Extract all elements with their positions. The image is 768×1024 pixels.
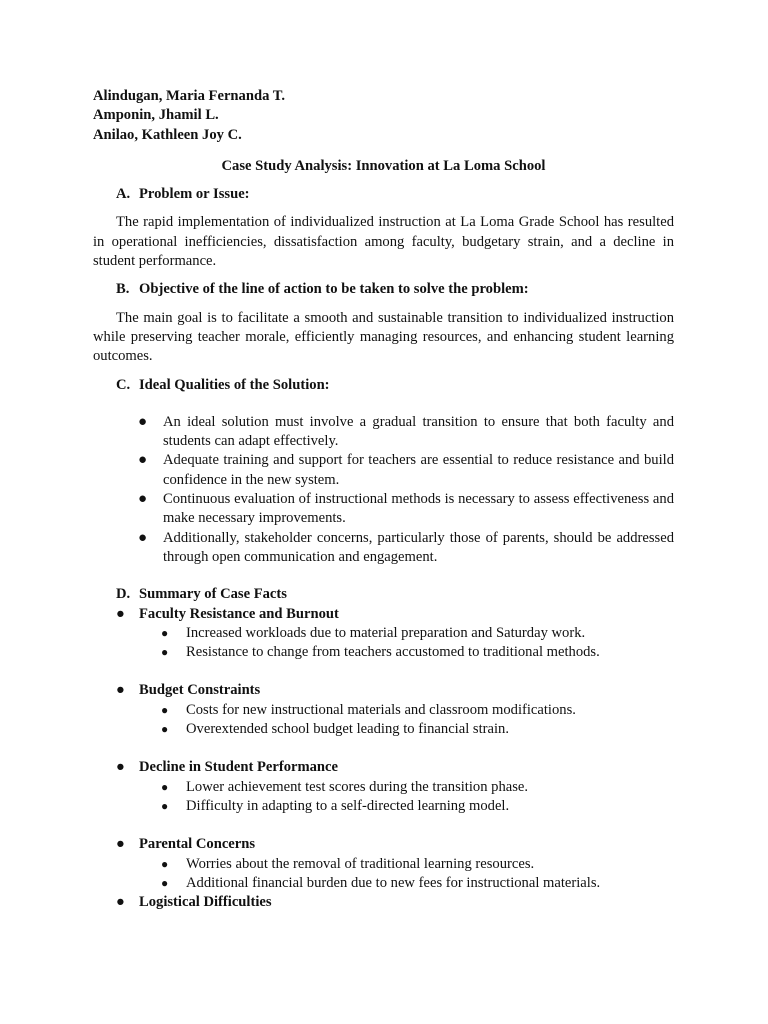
- fact-group-title: ● Parental Concerns: [116, 835, 674, 854]
- section-letter: D.: [116, 586, 131, 603]
- bullet-icon: ●: [161, 645, 169, 660]
- spacer: [93, 816, 674, 835]
- fact-group-title: ● Logistical Difficulties: [116, 893, 674, 912]
- bullet-icon: ●: [161, 702, 169, 717]
- fact-list: [161, 778, 674, 817]
- author-name: Anilao, Kathleen Joy C.: [93, 126, 242, 143]
- author-name: Amponin, Jhamil L.: [93, 107, 219, 124]
- bullet-icon: ●: [116, 682, 125, 699]
- list-item: ● Overextended school budget leading to financial strain.: [186, 720, 674, 739]
- fact-group: [116, 758, 674, 816]
- list-item: ● Additionally, stakeholder concerns, particularly those of parents, should be addressed through open communication and engagement.: [138, 529, 674, 565]
- bullet-icon: ●: [116, 836, 125, 853]
- bullet-icon: ●: [161, 722, 169, 737]
- fact-list: [161, 624, 674, 663]
- list-item: ● Additional financial burden due to new fees for instructional materials.: [186, 874, 674, 893]
- section-a-heading: [116, 185, 674, 204]
- bullet-icon: ●: [161, 856, 169, 871]
- author-list: [93, 87, 674, 145]
- section-letter: C.: [116, 376, 131, 393]
- fact-group: [116, 605, 674, 663]
- fact-group-title: ● Decline in Student Performance: [116, 758, 674, 777]
- fact-group: [116, 835, 674, 893]
- list-item: ● Resistance to change from teachers accustomed to traditional methods.: [186, 643, 674, 662]
- fact-group: [116, 681, 674, 739]
- author-name: Alindugan, Maria Fernanda T.: [93, 88, 286, 104]
- fact-list: [161, 701, 674, 740]
- bullet-icon: ●: [116, 605, 125, 622]
- bullet-icon: ●: [138, 491, 148, 508]
- list-item: ● Continuous evaluation of instructional methods is necessary to assess effectiveness and make necessary improvements.: [138, 491, 674, 527]
- spacer: [93, 739, 674, 758]
- bullet-icon: ●: [138, 413, 148, 430]
- section-letter: A.: [116, 186, 131, 203]
- bullet-icon: ●: [161, 798, 169, 813]
- list-item: ● Lower achievement test scores during the transition phase.: [186, 778, 674, 797]
- fact-list: [161, 855, 674, 894]
- document-page: [93, 87, 674, 912]
- list-item: ● An ideal solution must involve a gradual transition to ensure that both faculty and students can adapt effectively.: [138, 413, 674, 450]
- bullet-icon: ●: [161, 875, 169, 890]
- section-a-text: The rapid implementation of individualized instruction at La Loma Grade School has resulted in operational inefficiencies, dissatisfaction among faculty, budgetary strain, and a decline in student performance.: [93, 214, 674, 270]
- section-d-heading: [116, 585, 674, 604]
- list-item: ● Adequate training and support for teachers are essential to reduce resistance and build confidence in the new system.: [138, 452, 674, 488]
- bullet-icon: ●: [161, 779, 169, 794]
- section-heading-text: Objective of the line of action to be taken to solve the problem:: [139, 281, 529, 298]
- document-title: Case Study Analysis: Innovation at La Loma School: [221, 157, 546, 174]
- list-item: ● Costs for new instructional materials and classroom modifications.: [186, 701, 674, 720]
- bullet-icon: ●: [116, 894, 125, 911]
- spacer: [93, 662, 674, 681]
- section-heading-text: Problem or Issue:: [139, 186, 250, 203]
- fact-group-title: ● Budget Constraints: [116, 681, 674, 700]
- list-item: ● Increased workloads due to material preparation and Saturday work.: [186, 624, 674, 643]
- section-b-heading: [116, 280, 674, 299]
- section-letter: B.: [116, 281, 130, 298]
- fact-group: [116, 893, 674, 912]
- bullet-icon: ●: [161, 625, 169, 640]
- bullet-icon: ●: [138, 529, 148, 546]
- section-heading-text: Ideal Qualities of the Solution:: [139, 376, 330, 393]
- section-b-text: The main goal is to facilitate a smooth and sustainable transition to individualized instruction while preserving teacher morale, efficiently managing resources, and enhancing student learning outcomes.: [93, 309, 674, 365]
- list-item: ● Difficulty in adapting to a self-directed learning model.: [186, 797, 674, 816]
- fact-group-title: ● Faculty Resistance and Burnout: [116, 605, 674, 624]
- bullet-icon: ●: [116, 759, 125, 776]
- bullet-icon: ●: [138, 452, 148, 469]
- ideal-qualities-list: [138, 413, 674, 567]
- section-c-heading: [116, 376, 674, 395]
- section-heading-text: Summary of Case Facts: [139, 586, 287, 603]
- list-item: ● Worries about the removal of traditional learning resources.: [186, 855, 674, 874]
